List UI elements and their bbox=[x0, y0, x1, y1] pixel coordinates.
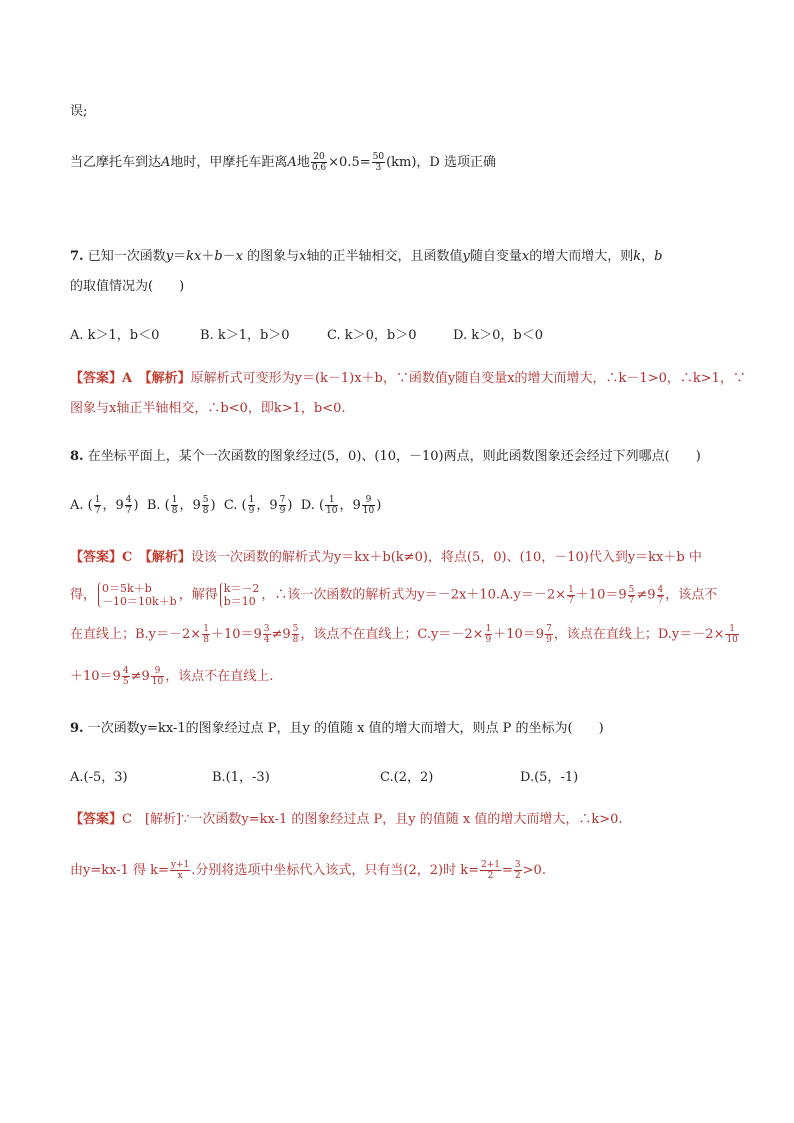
q7-option-d: D. k＞0，b＜0 bbox=[453, 328, 543, 343]
q8-answer-line-2: 得， 0＝5k＋b －10＝10k＋b ，解得 k＝－2 b＝10 ，∴该一次函数的解析式为y＝－2x＋10.A.y＝－2× $\frac{1}{7}$ ＋10＝9 $\frac{5}{7}$ ≠9 $\frac{4}{7}$ ，该点不 bbox=[70, 582, 718, 608]
fraction: $\frac{50}{3}$ bbox=[372, 152, 385, 173]
q8-answer-line-1: 【答案】C 【解析】设该一次函数的解析式为y＝kx＋b(k≠0)，将点(5，0)、(10，－10)代入到y＝kx＋b 中 bbox=[70, 550, 702, 565]
q8-option-c: C. ( $\frac{1}{9}$ ，9 $\frac{7}{9}$ ) bbox=[223, 495, 293, 516]
fraction: $\frac{20}{0.6}$ bbox=[311, 152, 327, 173]
q7-answer-line-2: 图象与x轴正半轴相交，∴b<0，即k>1，b<0. bbox=[70, 401, 346, 416]
p6-line-2: 当乙摩托车到达A地时，甲摩托车距离A地 $\frac{20}{0.6}$ ×0.5= $\frac{50}{3}$ (km)，D 选项正确 bbox=[70, 152, 496, 173]
q7-option-c: C. k＞0，b＞0 bbox=[327, 328, 417, 343]
q9-option-a: A.(-5，3) bbox=[70, 770, 128, 785]
q7-question-line-1: 7. 已知一次函数y＝kx＋b－x 的图象与x轴的正半轴相交，且函数值y随自变量x的增大而增大，则k，b bbox=[70, 249, 663, 264]
q9-answer-line-1: 【答案】C [解析]∵一次函数y=kx-1 的图象经过点 P，且y 的值随 x 值的增大而增大，∴k>0. bbox=[70, 812, 623, 827]
q7-option-a: A. k＞1，b＜0 bbox=[70, 328, 160, 343]
q8-option-a: A. ( $\frac{1}{7}$ ，9 $\frac{4}{7}$ ) bbox=[70, 495, 139, 516]
q9-answer-line-2: 由y=kx-1 得 k= $\frac{y+1}{x}$ .分别将选项中坐标代入该式，只有当(2，2)时 k= $\frac{2+1}{2}$ = $\frac{3}{2}$ >0. bbox=[70, 860, 546, 881]
q9-option-b: B.(1，-3) bbox=[212, 770, 270, 785]
q7-question-line-2: 的取值情况为( ) bbox=[70, 279, 185, 294]
equation-system: 0＝5k＋b －10＝10k＋b bbox=[98, 582, 177, 608]
q8-question: 8. 在坐标平面上，某个一次函数的图象经过(5，0)、(10，－10)两点，则此函数图象还会经过下列哪点( ) bbox=[70, 449, 701, 464]
q9-option-c: C.(2，2) bbox=[380, 770, 434, 785]
q8-answer-line-3: 在直线上；B.y＝－2× $\frac{1}{8}$ ＋10＝9 $\frac{3}{4}$ ≠9 $\frac{5}{8}$ ，该点不在直线上；C.y＝－2× $\frac{1}{9}$ ＋10＝9 $\frac{7}{9}$ ，该点在直线上；D.y＝－2× $\frac{1}{10}$ bbox=[70, 624, 738, 645]
equation-system: k＝－2 b＝10 bbox=[220, 582, 260, 608]
q8-answer-line-4: ＋10＝9 $\frac{4}{5}$ ≠9 $\frac{9}{10}$ ，该点不在直线上. bbox=[70, 666, 274, 687]
q8-option-d: D. ( $\frac{1}{10}$ ，9 $\frac{9}{10}$ ) bbox=[300, 495, 382, 516]
q8-option-b: B. ( $\frac{1}{8}$ ，9 $\frac{5}{8}$ ) bbox=[146, 495, 216, 516]
q9-option-d: D.(5，-1) bbox=[520, 770, 579, 785]
q7-answer-line-1: 【答案】A 【解析】原解析式可变形为y＝(k－1)x＋b，∵函数值y随自变量x的增大而增大，∴k－1>0，∴k>1，∵ bbox=[70, 371, 746, 386]
q8-options bbox=[70, 495, 381, 516]
q7-option-b: B. k＞1，b＞0 bbox=[200, 328, 290, 343]
p6-line-1: 误; bbox=[70, 104, 88, 119]
q9-question: 9. 一次函数y=kx-1的图象经过点 P，且y 的值随 x 值的增大而增大，则点 P 的坐标为( ) bbox=[70, 721, 604, 736]
